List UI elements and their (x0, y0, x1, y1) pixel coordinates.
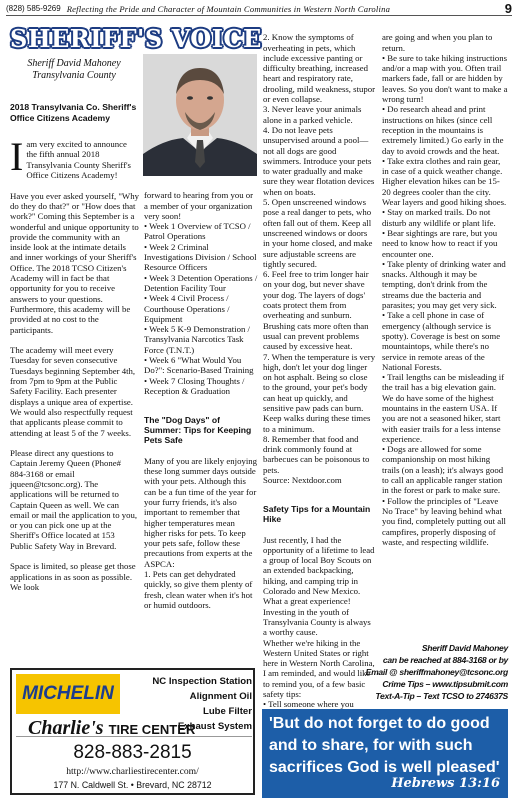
ad-service-1: NC Inspection Station (152, 676, 252, 687)
ad-service-4: Exhaust System (177, 721, 252, 732)
page-header (6, 2, 512, 16)
column-2 (144, 180, 258, 620)
ad-url[interactable]: http://www.charliestirecenter.com/ (66, 766, 199, 777)
academy-p4: Please direct any questions to Captain Jeremy Queen (Phone# 884-3168 or email jqueen@tcsonc.org). The applications will be returned to Captain Queen as well. We can email or mail the application to you, or you can pick one up at the Sheriff's Office located at 153 Public Safety Way in Brevard. (10, 448, 138, 551)
hike-tips: are going and when you plan to return. • Be sure to take hiking instructions and/or a map with you. Often trail markers fade, fall or are hidden by leaves. So you don't want to make a wrong turn! • Do research ahead and print instructions on hikes (since cell reception in the mountains is extremely limited.) Go early in the day to avoid crowds and the heat. • Take extra clothes and rain gear, in case of a quick weather change. Higher elevation hikes can be 15-20 degrees cooler than the city. Wear layers and good hiking shoes. • Stay on marked trails. Do not disturb any wildlife or plant life. • Bear sightings are rare, but you need to know how to react if you encounter one. • Take plenty of drinking water and snacks. Although it may be tempting, don't drink from the streams due the bacteria and parasites; you may get very sick. • Take a cell phone in case of emergency (although service is spotty). Coverage is best on some mountaintops, while there's no service in remote areas of the National Forests. • Trail lengths can be misleading if the trail has a big elevation gain. We do have some of the highest mountains in the eastern USA. If you are not a seasoned hiker, start with easier trails for a less intense experience. • Dogs are allowed for some companionship on most hiking trails (on a leash); it's always good to call an applicable ranger station in the forest or park to make sure. • Follow the principles of "Leave No Trace" by leaving behind what you find, completely putting out all campfires, properly disposing of waste, and respecting wildlife. (382, 32, 508, 547)
scripture-quote: 'But do not forget to do good and to share, for with such sacrifices God is well pleased' (269, 715, 500, 776)
academy-schedule: forward to hearing from you or a member of your organization very soon! • Week 1 Overview of TCSO / Patrol Operations • Week 2 Criminal Investigations Division / School Resource Officers • Week 3 Detention Operations / Detention Facility Tour • Week 4 Civil Process / Courthouse Operations / Equipment • Week 5 K-9 Demonstration / Transylvania Narcotics Task Force (T.N.T.) • Week 6 "What Would You Do?": Scenario-Based Training • Week 7 Closing Thoughts / Reception & Graduation (144, 190, 258, 396)
pets-p1: Many of you are likely enjoying these long summer days outside with your pets. Although this can be a fun time of the year for your furry friends, it's also important to remember that higher temperatures mean higher risks for pets. To keep your pets safe, follow these precautions from experts at the ASPCA: 1. Pets can get dehydrated quickly, so give them plenty of fresh, clean water when it's hot or humid outdoors. (144, 455, 257, 610)
michelin-brand: MICHELIN (22, 683, 114, 704)
academy-heading: 2018 Transylvania Co. Sheriff's Office Citizens Academy (10, 102, 137, 123)
byline-name: Sheriff David Mahoney (27, 58, 121, 69)
ad-shop-name-2: TIRE CENTER (108, 722, 196, 737)
ad-phone: 828-883-2815 (73, 742, 192, 763)
ad-service-3: Lube Filter (202, 706, 252, 717)
byline-county: Transylvania County (32, 70, 116, 81)
pets-tips: 2. Know the symptoms of overheating in pets, which include excessive panting or difficulty breathing, increased heart and respiratory rate, drooling, mild weakness, stupor or even collapse. 3. Never leave your animals alone in a parked vehicle. 4. Do not leave pets unsupervised around a pool—not all dogs are good swimmers. Introduce your pets to water gradually and make sure they wear flotation devices when on boats. 5. Open unscreened windows pose a real danger to pets, who often fall out of them. Keep all unscreened windows or doors in your home closed, and make sure adjustable screens are tightly secured. 6. Feel free to trim longer hair on your dog, but never shave your dog. The layers of dogs' coats protect them from overheating and sunburn. Brushing cats more often than usual can prevent problems caused by excessive heat. 7. When the temperature is very high, don't let your dog linger on hot asphalt. Being so close to the ground, your pet's body can heat up quickly, and sensitive paw pads can burn. Keep walks during these times to a minimum. 8. Remember that food and drink commonly found at barbecues can be poisonous to pets. Source: Nextdoor.com (263, 32, 376, 486)
sheriff-photo (143, 54, 257, 176)
academy-p2: Have you ever asked yourself, "Why do they do that?" or "How does that work?" Coming this September is a wonderful and unique opportunity to provide the community with an inside look at the intimate details and inner workings of your Sheriff's Office. The 2018 TCSO Citizen's Academy will in fact be that opportunity for you to receive answers to your questions. Furthermore, this academy will be provided at no cost to the participants. (10, 190, 139, 335)
column-3 (263, 22, 376, 720)
academy-p5: Space is limited, so please get those applications in as soon as possible. We look (10, 561, 136, 592)
header-tagline: Reflecting the Pride and Character of Mountain Communities in Western North Carolina (66, 3, 391, 14)
ad-address: 177 N. Caldwell St. • Brevard, NC 28712 (53, 780, 212, 790)
column-1 (10, 92, 139, 603)
academy-p1: am very excited to announce the fifth annual 2018 Transylvania County Sheriff's Office Citizens Academy! (26, 139, 131, 181)
ad-shop-name: Charlie's (28, 717, 104, 739)
signature-email: Email @ sheriffmahoney@tcsonc.org (365, 667, 508, 677)
hike-p1: Just recently, I had the opportunity of a lifetime to lead a group of local Boy Scouts on an extended backpacking, hiking, and camping trip in Colorado and New Mexico. What a great experience! Investing in the youth of Transylvania County is always a worthy cause. Whether we're hiking in the Western United States or right here in Western North Carolina, I am reminded, and would like to remind you, of a few basic safety tips: • Tell someone where you (263, 534, 375, 710)
charlies-tire-ad (10, 668, 255, 795)
signature-tips: Crime Tips – www.tipsubmit.com (382, 679, 508, 689)
ad-service-2: Alignment Oil (189, 691, 252, 702)
signature-name: Sheriff David Mahoney (421, 643, 508, 653)
drop-cap: I (10, 134, 24, 180)
michelin-logo (16, 674, 120, 714)
scripture-reference: Hebrews 13:16 (391, 776, 500, 791)
scripture-quote-box (262, 709, 508, 798)
pets-heading: The "Dog Days" of Summer: Tips for Keeping Pets Safe (144, 414, 252, 446)
academy-p3: The academy will meet every Tuesday for seven consecutive Tuesdays beginning September 4th, from 7pm to 9pm at the Public Safety Facility. Each presenter displays a unique area of expertise. We would also respectfully request that applicants please commit to attending at least 5 of the 7 weeks. (10, 345, 136, 438)
signature-text: Text-A-Tip – Text TCSO to 274637S (375, 691, 508, 701)
page-number: 9 (504, 1, 512, 16)
academy-intro (10, 134, 139, 181)
column-4 (382, 22, 508, 557)
signature-phone: can be reached at 884-3168 or by (382, 655, 508, 665)
header-phone: (828) 585-9269 (6, 4, 61, 13)
masthead-title: SHERIFF'S VOICE (10, 24, 262, 53)
hike-heading: Safety Tips for a Mountain Hike (263, 503, 371, 524)
